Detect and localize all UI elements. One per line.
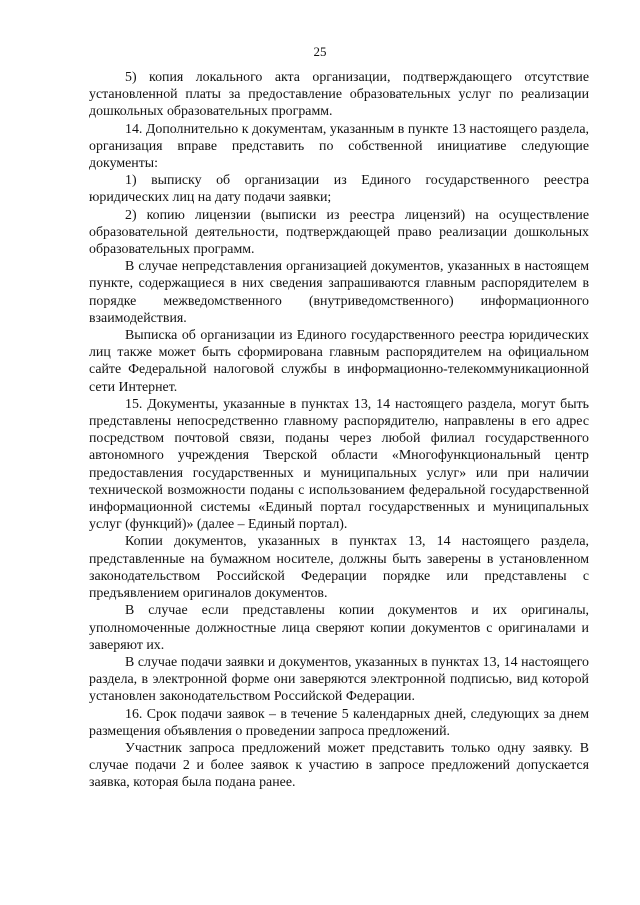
paragraph-interagency-request: В случае непредставления организацией документов, указанных в настоящем пункте, содержащиеся в них сведения запрашиваются главным распорядителем в порядке межведомственного (внутриведомственного) информационного взаимодействия. [89,259,589,326]
paragraph-item-5-local-act: 5) копия локального акта организации, подтверждающего отсутствие установленной платы за предоставление образовательных услуг по реализации дошкольных образовательных программ. [89,70,589,120]
paragraph-copies-verification: В случае если представлены копии документов и их оригиналы, уполномоченные должностные лица сверяют копии документов с оригиналами и заверяют их. [89,603,589,653]
paragraph-electronic-signature: В случае подачи заявки и документов, указанных в пунктах 13, 14 настоящего раздела, в электронной форме они заверяются электронной подписью, вид которой установлен законодательством Российской Федерации. [89,654,589,705]
page-number: 25 [313,44,327,59]
paragraph-single-application: Участник запроса предложений может представить только одну заявку. В случае подачи 2 и более заявок к участию в запросе предложений допускается заявка, которая была подана ранее. [89,740,589,791]
paragraph-item-1-registry-extract: 1) выписку об организации из Единого государственного реестра юридических лиц на дату подачи заявки; [89,173,589,206]
paragraph-item-2-license-copy: 2) копию лицензии (выписки из реестра лицензий) на осуществление образовательной деятельности, подтверждающей право реализации дошкольных образовательных программ. [89,207,589,258]
document-body [89,69,589,792]
paragraph-clause-16: 16. Срок подачи заявок – в течение 5 календарных дней, следующих за днем размещения объявления о проведении запроса предложений. [89,706,589,739]
paragraph-clause-14: 14. Дополнительно к документам, указанным в пункте 13 настоящего раздела, организация вправе представить по собственной инициативе следующие документы: [89,121,589,172]
paragraph-clause-15: 15. Документы, указанные в пунктах 13, 14 настоящего раздела, могут быть представлены непосредственно главному распорядителю, направлены в его адрес посредством почтовой связи, поданы через любой филиал государственного автономного учреждения Тверской области «Многофункциональный центр предоставления государственных и муниципальных услуг» или при наличии технической возможности поданы с использованием федеральной государственной информационной системы «Единый портал государственных и муниципальных услуг (функций)» (далее – Единый портал). [89,396,589,533]
paragraph-registry-extract-online: Выписка об организации из Единого государственного реестра юридических лиц также может быть сформирована главным распорядителем на официальном сайте Федеральной налоговой службы в информационно-телекоммуникационной сети Интернет. [89,328,589,395]
paragraph-paper-copies: Копии документов, указанных в пунктах 13, 14 настоящего раздела, представленные на бумажном носителе, должны быть заверены в установленном законодательством Российской Федерации порядке или представлены с предъявлением оригиналов документов. [89,534,589,602]
